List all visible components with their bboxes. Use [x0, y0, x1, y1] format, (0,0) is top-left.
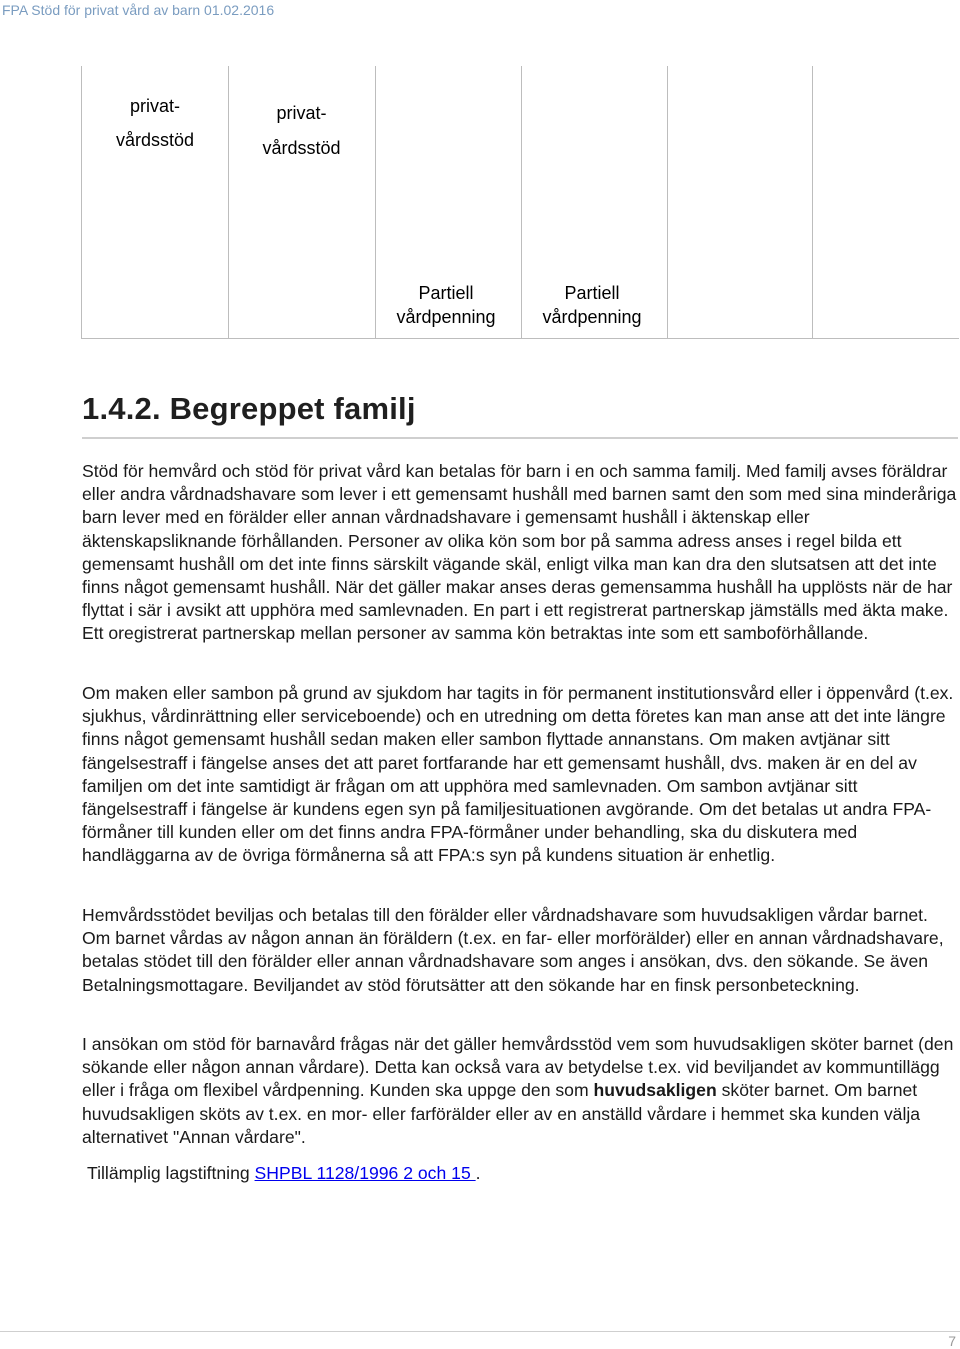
- table-cell: [228, 136, 375, 160]
- table-cell: [82, 94, 228, 118]
- cell-line: privat-: [276, 103, 327, 123]
- section-heading: 1.4.2. Begreppet familj: [82, 391, 416, 426]
- table-cell: [228, 101, 375, 125]
- heading-divider: [82, 437, 958, 439]
- cell-line: vårdsstöd: [262, 138, 341, 158]
- table-cell: [517, 281, 667, 329]
- table-cell: [371, 281, 521, 329]
- running-header: FPA Stöd för privat vård av barn 01.02.2016: [2, 2, 275, 18]
- paragraph-family-definition: Stöd för hemvård och stöd för privat vård kan betalas för barn i en och samma familj. Med familj avses föräldrar eller andra vårdnadshavare som lever i ett gemensamt hushåll med barnen samt den som med sina minderåriga barn lever med en förälder eller annan vårdnadshavare i gemensamt hushåll i äktenskap eller äktenskapsliknande förhållanden. Personer av olika kön som bor på samma adress anses i regel bilda ett gemensamt hushåll om det inte finns särskilt vägande skäl, enligt vilka man kan dra den slutsatsen att det inte finns något gemensamt hushåll. När det gäller makar anses deras gemensamma hushåll ha upplösts när de har flyttat i sär i avsikt att upphöra med samlevnaden. En part i ett registrerat partnerskap jämställs med äkta make. Ett oregistrerat partnerskap mellan personer av samma kön betraktas inte som ett samboförhållande.: [82, 461, 957, 644]
- benefit-table: [81, 66, 959, 339]
- page-number: 7: [948, 1333, 956, 1349]
- table-cell: [82, 128, 228, 152]
- table-column-divider: [667, 66, 668, 338]
- legislation-label: Tillämplig lagstiftning: [87, 1163, 255, 1183]
- paragraph-text: I ansökan om stöd för barnavård frågas när det gäller hemvårdsstöd vem som huvudsakligen sköter barnet (den sökande eller någon annan vårdare). Detta kan också vara av betydelse t.ex. vid beviljandet av kommuntillägg eller i fråga om flexibel vårdpenning. Kunden ska uppge den som: [82, 1034, 954, 1101]
- emphasis-text: huvudsakligen: [593, 1080, 717, 1101]
- paragraph-home-care-payment: Hemvårdsstödet beviljas och betalas till den förälder eller vårdnadshavare som huvudsakligen vårdar barnet. Om barnet vårdas av någon annan än föräldern (t.ex. en far- eller morförälder) eller en annan vårdnadshavare, betalas stödet till den förälder eller annan vårdnadshavare som anges i ansökan, dvs. den sökande. Se även Betalningsmottagare. Beviljandet av stöd förutsätter att den sökande har en finsk personbeteckning.: [82, 905, 944, 995]
- paragraph-application-caregiver: [82, 1033, 958, 1149]
- cell-line: vårdsstöd: [115, 130, 195, 150]
- cell-line: vårdpenning: [542, 307, 642, 327]
- paragraph-institutional-care: Om maken eller sambon på grund av sjukdom har tagits in för permanent institutionsvård eller i öppenvård (t.ex. sjukhus, vårdinrättning eller serviceboende) och en utredning om detta företes kan man anse att det inte längre finns något gemensamt hushåll sedan maken eller sambon flyttade annanstans. Om maken avtjänar sitt fängelsestraff i fängelse anses det att paret fortfarande har ett gemensamt hushåll, dvs. maken är en del av familjen om det inte samtidigt är frågan om att upphöra med samlevnaden. Om sambon avtjänar sitt fängelsestraff i fängelse är kundens egen syn på familjesituationen avgörande. Om det betalas ut andra FPA-förmåner till kunden eller om det finns andra FPA-förmåner under behandling, ska du diskutera med handläggarna av de övriga förmånerna så att FPA:s syn på kundens situation är enhetlig.: [82, 683, 954, 866]
- table-column-divider: [812, 66, 813, 338]
- cell-line: Partiell: [564, 283, 620, 303]
- footer-divider: [0, 1331, 960, 1332]
- paragraph-text: sköter barnet. Om barnet huvudsakligen sköts av t.ex. en mor- eller farförälder eller av en anställd vårdare i hemmet ska kunden välja alternativet "Annan vårdare".: [82, 1080, 921, 1147]
- cell-line: Partiell: [418, 283, 474, 303]
- cell-line: privat-: [129, 96, 180, 116]
- legislation-link[interactable]: SHPBL 1128/1996 2 och 15: [254, 1163, 476, 1183]
- legislation-suffix: .: [475, 1163, 481, 1183]
- cell-line: vårdpenning: [396, 307, 496, 327]
- applicable-legislation: [87, 1162, 960, 1185]
